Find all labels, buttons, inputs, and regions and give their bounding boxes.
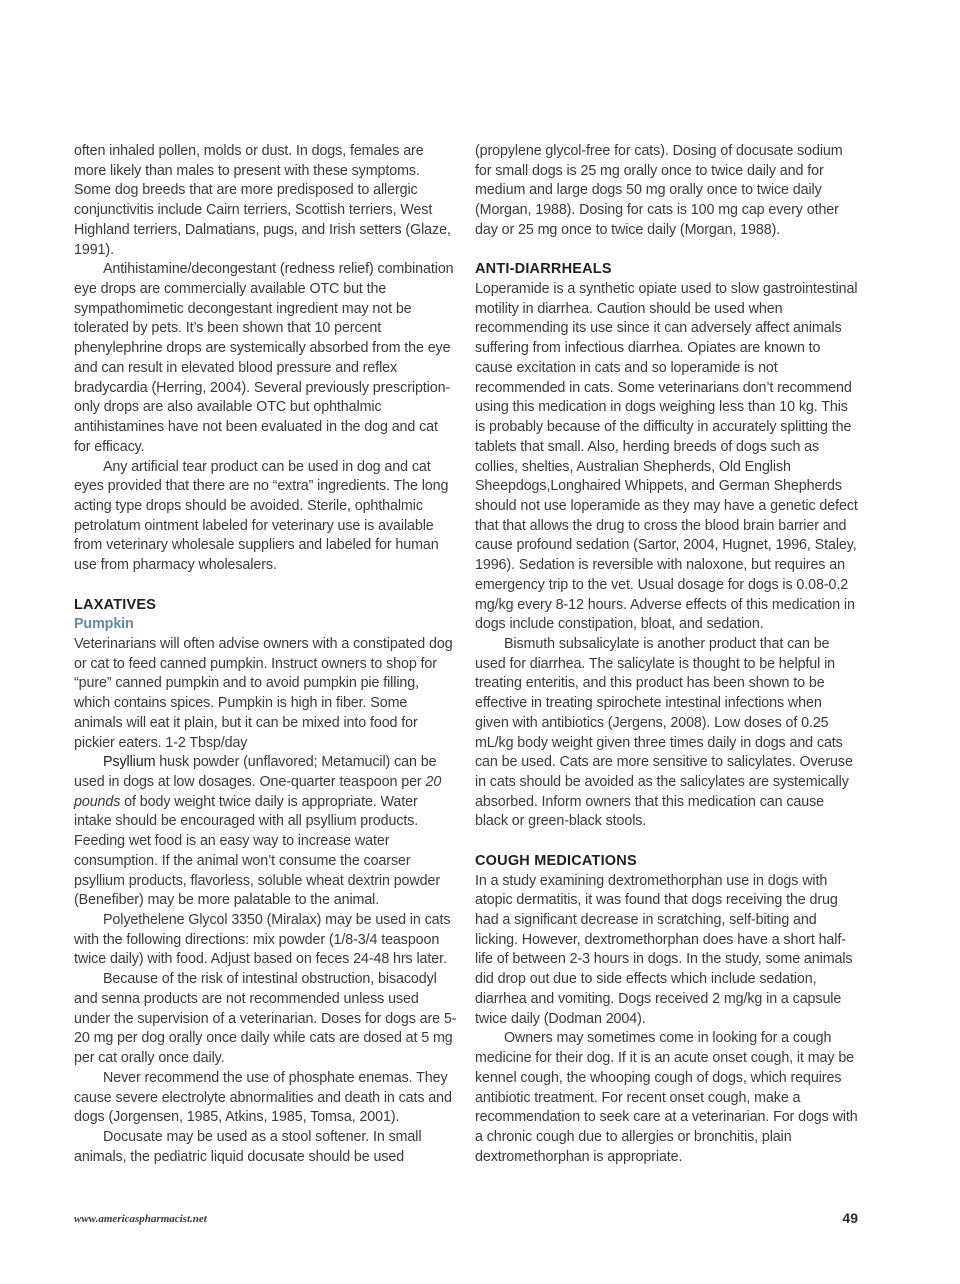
paragraph: often inhaled pollen, molds or dust. In dogs, females are more likely than males to present with these symptoms. Some dog breeds that are more predisposed to allergic conjunctivitis include Cairn terriers, Scottish terriers, West Highland terriers, Dalmatians, pugs, and Irish setters (Glaze, 1991).	[74, 143, 451, 258]
paragraph: (propylene glycol-free for cats). Dosing of docusate sodium for small dogs is 25 mg orally once to twice daily and for medium and large dogs 50 mg orally once to twice daily (Morgan, 1988). Dosing for cats is 100 mg cap every other day or 25 mg once to twice daily (Morgan, 1988).	[475, 143, 843, 238]
psyllium-term: Psyllium	[103, 754, 156, 771]
section-heading-anti-diarrheals: ANTI-DIARRHEALS	[475, 261, 612, 278]
section-heading-laxatives: LAXATIVES	[74, 596, 157, 613]
paragraph: Owners may sometimes come in looking for a cough medicine for their dog. If it is an acute onset cough, it may be kennel cough, the whooping cough of dogs, which requires antibiotic treatment. For recent onset cough, make a recommendation to seek care at a veterinarian. For dogs with a chronic cough due to allergies or bronchitis, plain dextromethorphan is appropriate.	[475, 1030, 858, 1165]
section-heading-cough-medications: COUGH MEDICATIONS	[475, 852, 637, 869]
paragraph: Bismuth subsalicylate is another product that can be used for diarrhea. The salicylate is thought to be helpful in treating enteritis, and this product has been shown to be effective in treating spirochete intestinal infections when given with antibiotics (Jergens, 2008). Low doses of 0.25 mL/kg body weight given three times daily in dogs and cats can be used. Cats are more sensitive to salicylates. Overuse in cats should be avoided as the salicylates are systemically absorbed. Inform owners that this medication can cause black or green-black stools.	[475, 635, 853, 830]
right-column	[475, 142, 859, 1167]
text-run: of body weight twice daily is appropriate. Water intake should be encouraged with all psyllium products. Feeding wet food is an easy way to increase water consumption. If the animal won’t consume the coarser psyllium products, flavorless, soluble wheat dextrin powder (Benefiber) may be more palatable to the animal.	[74, 793, 440, 909]
paragraph: Because of the risk of intestinal obstruction, bisacodyl and senna products are not recommended unless used under the supervision of a veterinarian. Doses for dogs are 5-20 mg per dog orally once daily while cats are dosed at 5 mg per cat orally once daily.	[74, 971, 457, 1067]
paragraph: Never recommend the use of phosphate enemas. They cause severe electrolyte abnormalities and death in cats and dogs (Jorgensen, 1985, Atkins, 1985, Tomsa, 2001).	[74, 1069, 452, 1126]
text-run: husk powder (unflavored; Metamucil) can be used in dogs at low dosages. One-quarter teaspoon per	[74, 754, 437, 790]
emphasis: 20 pounds	[74, 774, 442, 810]
page-number: 49	[842, 1210, 858, 1226]
paragraph: Loperamide is a synthetic opiate used to slow gastrointestinal motility in diarrhea. Caution should be used when recommending its use since it can adversely affect animals suffering from infectious diarrhea. Opiates are known to cause excitation in cats and so loperamide is not recommended in cats. Some veterinarians don’t recommend using this medication in dogs weighing less than 10 kg. This is probably because of the difficulty in accurately splitting the tablets that small. Also, herding breeds of dogs such as collies, shelties, Australian Shepherds, Old English Sheepdogs,Longhaired Whippets, and German Shepherds should not use loperamide as they may have a genetic defect that that allows the drug to cross the blood brain barrier and cause profound sedation (Sartor, 2004, Hugnet, 1996, Staley, 1996). Sedation is reversible with naloxone, but requires an emergency trip to the vet. Usual dosage for dogs is 0.08-0.2 mg/kg every 8-12 hours. Adverse effects of this medication in dogs include constipation, bloat, and sedation.	[475, 281, 858, 633]
paragraph: Antihistamine/decongestant (redness relief) combination eye drops are commercially available OTC but the sympathomimetic decongestant ingredient may not be tolerated by pets. It’s been shown that 10 percent phenylephrine drops are systemically absorbed from the eye and can result in elevated blood pressure and reflex bradycardia (Herring, 2004). Several previously prescription-only drops are also available OTC but ophthalmic antihistamines have not been evaluated in the dog and cat for efficacy.	[74, 261, 454, 455]
subheading-pumpkin: Pumpkin	[74, 616, 134, 633]
footer-url[interactable]: www.americaspharmacist.net	[74, 1213, 207, 1225]
left-column	[74, 142, 458, 1167]
paragraph: Veterinarians will often advise owners with a constipated dog or cat to feed canned pumpkin. Instruct owners to shop for “pure” canned pumpkin and to avoid pumpkin pie filling, which contains spices. Pumpkin is high in fiber. Some animals will eat it plain, but it can be mixed into food for pickier eaters. 1-2 Tbsp/day	[74, 635, 453, 751]
paragraph: In a study examining dextromethorphan use in dogs with atopic dermatitis, it was found that dogs receiving the drug had a significant decrease in scratching, self-biting and licking. However, dextromethorphan does have a short half-life of between 2-3 hours in dogs. In the study, some animals did drop out due to side effects which include sedation, diarrhea and vomiting. Dogs received 2 mg/kg in a capsule twice daily (Dodman 2004).	[475, 872, 853, 1027]
paragraph: Docusate may be used as a stool softener. In small animals, the pediatric liquid docusate should be used	[74, 1128, 422, 1165]
paragraph: Any artificial tear product can be used in dog and cat eyes provided that there are no “extra” ingredients. The long acting type drops should be avoided. Sterile, ophthalmic petrolatum ointment labeled for veterinary use is available from veterinary wholesale suppliers and labeled for human use from pharmacy wholesalers.	[74, 458, 449, 574]
paragraph: Polyethelene Glycol 3350 (Miralax) may be used in cats with the following directions: mix powder (1/8-3/4 teaspoon twice daily) with food. Adjust based on feces 24-48 hrs later.	[74, 912, 451, 968]
paragraph-psyllium	[74, 753, 458, 911]
